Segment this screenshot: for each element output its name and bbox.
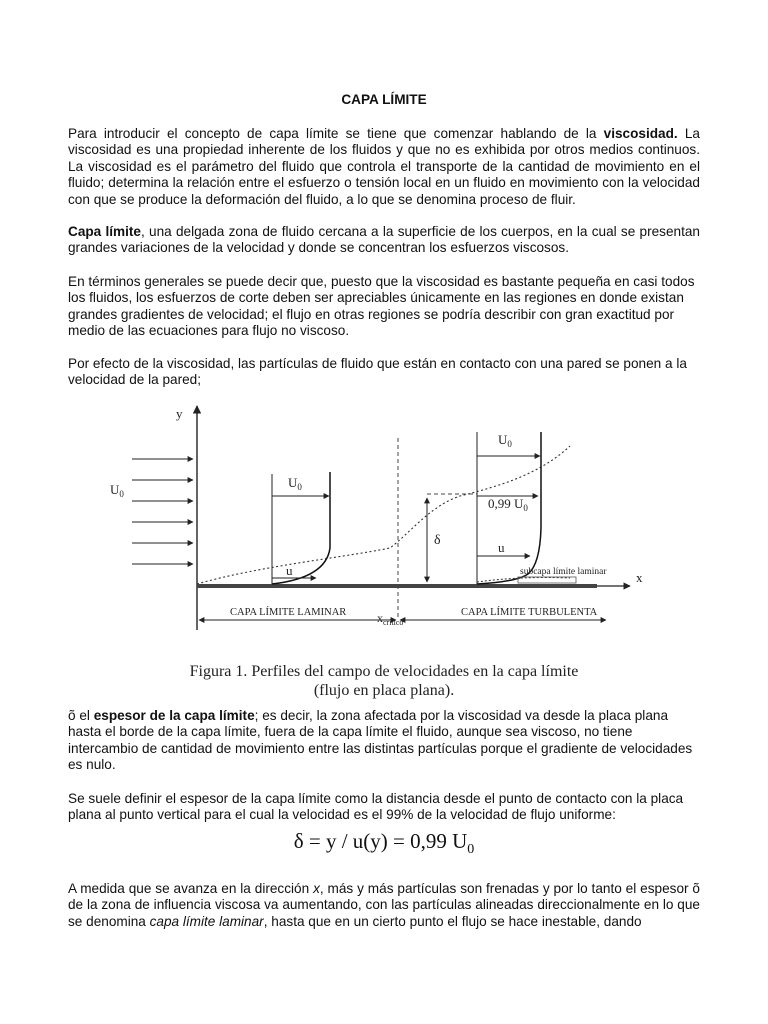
paragraph-thickness-measure xyxy=(68,791,700,824)
paragraph-boundary-layer xyxy=(68,224,700,257)
formula-text: δ = y / u(y) = 0,99 U xyxy=(293,829,468,853)
italic-laminar-layer: capa límite laminar xyxy=(149,913,264,929)
x-axis-label: x xyxy=(636,570,643,585)
y-axis-label: y xyxy=(176,406,183,421)
laminar-region-label: CAPA LÍMITE LAMINAR xyxy=(230,607,347,618)
critical-position-label: $x_{crítico}$ xyxy=(377,611,404,627)
paragraph-text: Para introducir el concepto de capa límite se tiene que comenzar hablando de la xyxy=(68,126,604,141)
flat-plate xyxy=(197,584,597,588)
sublayer-label: subcapa límite laminar xyxy=(520,567,607,577)
formula-subscript: 0 xyxy=(467,842,475,858)
bold-term-viscosity: viscosidad. xyxy=(603,126,678,141)
figure-caption-line1: Figura 1. Perfiles del campo de velocidades en la capa límite xyxy=(189,663,579,680)
turbulent-region-label: CAPA LÍMITE TURBULENTA xyxy=(461,607,598,618)
boundary-layer-edge xyxy=(197,446,570,584)
page-title: CAPA LÍMITE xyxy=(341,92,427,107)
incoming-velocity-label: $U_0$ xyxy=(110,482,124,499)
paragraph-text: , más y más partículas son frenadas y por lo tanto el espesor õ de la zona de influencia viscosa va aumentando, con las partículas alineadas direccionalmente en lo que se denomina xyxy=(68,881,700,929)
incoming-flow-arrows xyxy=(132,459,193,564)
sublayer-box xyxy=(518,577,576,583)
italic-x: x xyxy=(313,881,320,896)
bold-term-boundary-layer: Capa límite xyxy=(68,224,141,239)
thickness-formula xyxy=(0,829,768,859)
turbulent-u0-label: $U_0$ xyxy=(498,432,512,449)
paragraph-laminar-transition xyxy=(68,881,700,930)
paragraph-text: ; es decir, la zona afectada por la viscosidad va desde la placa plana hasta el borde de la capa límite, fuera de la capa límite el fluido, aunque sea viscoso, no tiene intercambio de cantidad de movimiento entre las distintas partículas porque el gradiente de velocidades es nulo. xyxy=(68,708,693,773)
paragraph-text: En términos generales se puede decir que, puesto que la viscosidad es bastante pequeña en casi todos los fluidos, los esfuerzos de corte deben ser apreciables únicamente en las regiones en donde existan grandes gradientes de velocidad; el flujo en otras regiones se podría describir con gran exactitud por medio de las ecuaciones para flujo no viscoso. xyxy=(68,274,695,339)
paragraph-text: õ el xyxy=(68,708,94,723)
paragraph-text: , una delgada zona de fluido cercana a la superficie de los cuerpos, en la cual se presentan grandes variaciones de la velocidad y donde se concentran los esfuerzos viscosos. xyxy=(68,224,700,256)
paragraph-viscosity xyxy=(68,126,700,208)
paragraph-text: A medida que se avanza en la dirección xyxy=(68,881,314,896)
paragraph-text: , hasta que en un cierto punto el flujo se hace inestable, dando xyxy=(263,913,642,929)
laminar-sublayer xyxy=(477,578,570,583)
paragraph-wall-effect xyxy=(68,356,700,389)
paragraph-thickness-definition xyxy=(68,708,700,774)
thickness-label: δ xyxy=(434,533,441,548)
boundary-layer-diagram xyxy=(100,398,660,704)
paragraph-text: La viscosidad es una propiedad inherente de los fluidos y que no es exhibida por otros medios continuos. La viscosidad es el parámetro del fluido que controla el transporte de la cantidad de movimiento en el fluido; determina la relación entre el esfuerzo o tensión local en un fluido en movimiento con la velocidad con que se produce la deformación del fluido, a lo que se denomina proceso de fluir. xyxy=(68,126,700,207)
figure-caption-line2: (flujo en placa plana). xyxy=(313,682,455,699)
laminar-u-label: u xyxy=(286,563,293,578)
laminar-u0-label: $U_0$ xyxy=(288,475,302,492)
paragraph-text: Se suele definir el espesor de la capa límite como la distancia desde el punto de contacto con la placa plana al punto vertical para el cual la velocidad es el 99% de la velocidad de flujo uniforme: xyxy=(68,791,684,823)
bold-term-thickness: espesor de la capa límite xyxy=(93,708,255,723)
paragraph-text: Por efecto de la viscosidad, las partículas de fluido que están en contacto con una pared se ponen a la velocidad de la pared; xyxy=(68,356,687,388)
turbulent-u-label: u xyxy=(498,540,505,555)
ratio-label: 0,99 $U_0$ xyxy=(488,496,528,513)
paragraph-general-terms xyxy=(68,274,700,340)
figure-velocity-profiles xyxy=(100,398,660,704)
